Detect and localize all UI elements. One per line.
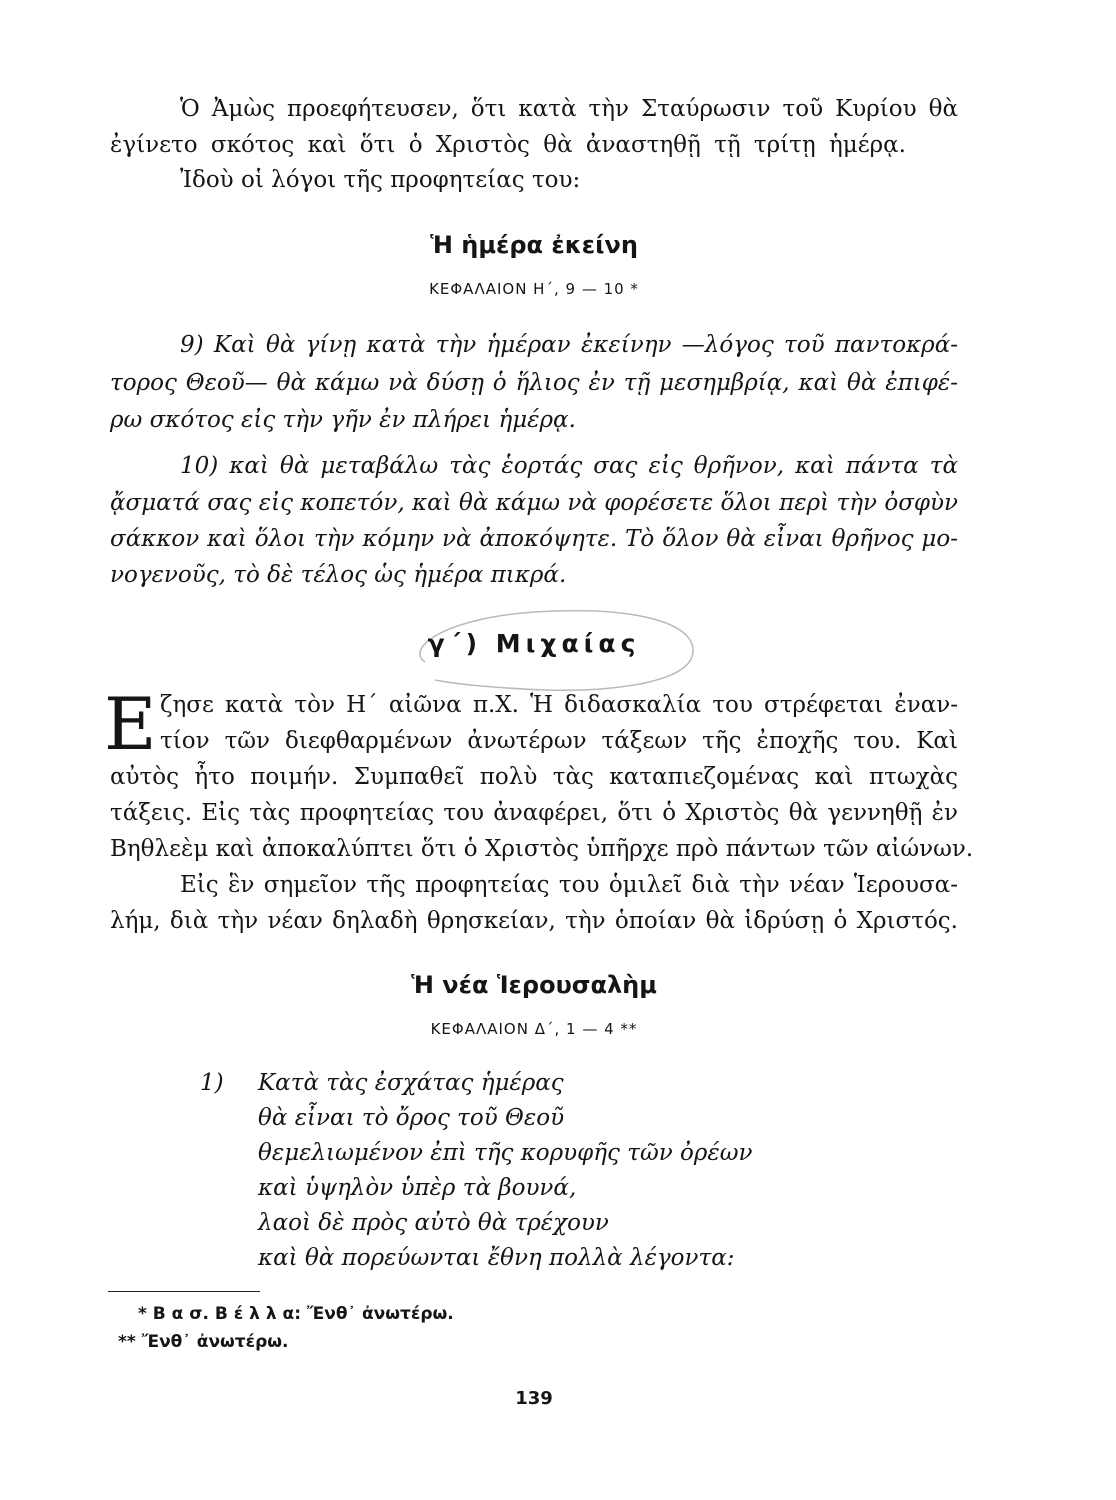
poem-line: θὰ εἶναι τὸ ὄρος τοῦ Θεοῦ <box>258 1105 565 1131</box>
body-line: αὐτὸς ἦτο ποιμήν. Συμπαθεῖ πολὺ τὰς καταπιεζομένας καὶ πτωχὰς <box>110 764 958 790</box>
verse-line: νογενοῦς, τὸ δὲ τέλος ὡς ἡμέρα πικρά. <box>110 562 567 588</box>
body-line: Βηθλεὲμ καὶ ἀποκαλύπτει ὅτι ὁ Χριστὸς ὑπῆρχε πρὸ πάντων τῶν αἰώνων. <box>110 836 974 862</box>
footnote-rule <box>108 1291 260 1292</box>
verse-line: 10) καὶ θὰ μεταβάλω τὰς ἑορτάς σας εἰς θρῆνον, καὶ πάντα τὰ <box>180 453 958 479</box>
drop-cap: Ε <box>104 682 157 766</box>
verse-line: ᾄσματά σας εἰς κοπετόν, καὶ θὰ κάμω νὰ φορέσετε ὅλοι περὶ τὴν ὀσφὺν <box>110 490 958 516</box>
chapter-reference: ΚΕΦΑΛΑΙΟΝ Η΄, 9 — 10 * <box>429 280 639 298</box>
footnote: ** Ἔνθ᾽ ἀνωτέρω. <box>118 1332 289 1352</box>
verse-line: 9) Καὶ θὰ γίνῃ κατὰ τὴν ἡμέραν ἐκείνην —λόγος τοῦ παντοκρά- <box>180 332 958 358</box>
verse-line: ρω σκότος εἰς τὴν γῆν ἐν πλήρει ἡμέρᾳ. <box>110 407 576 433</box>
intro-line: ἐγίνετο σκότος καὶ ὅτι ὁ Χριστὸς θὰ ἀναστηθῇ τῇ τρίτῃ ἡμέρᾳ. <box>110 132 906 158</box>
poem-line: Κατὰ τὰς ἐσχάτας ἡμέρας <box>258 1070 564 1096</box>
body-line: ζησε κατὰ τὸν Η΄ αἰῶνα π.Χ. Ἡ διδασκαλία του στρέφεται ἐναν- <box>160 692 958 718</box>
poem-line: λαοὶ δὲ πρὸς αὐτὸ θὰ τρέχουν <box>258 1210 609 1236</box>
intro-line: Ἰδοὺ οἱ λόγοι τῆς προφητείας του: <box>180 167 581 193</box>
verse-line: τορος Θεοῦ— θὰ κάμω νὰ δύσῃ ὁ ἥλιος ἐν τῇ μεσημβρίᾳ, καὶ θὰ ἐπιφέ- <box>110 370 958 396</box>
body-line: λήμ, διὰ τὴν νέαν δηλαδὴ θρησκείαν, τὴν ὁποίαν θὰ ἱδρύσῃ ὁ Χριστός. <box>110 908 958 934</box>
section-heading: γ΄) Μιχαίας <box>427 629 641 658</box>
body-line: Εἰς ἓν σημεῖον τῆς προφητείας του ὁμιλεῖ διὰ τὴν νέαν Ἱερουσα- <box>180 872 958 898</box>
verse-line: σάκκον καὶ ὅλοι τὴν κόμην νὰ ἀποκόψητε. Τὸ ὅλον θὰ εἶναι θρῆνος μο- <box>110 526 958 552</box>
body-line: τάξεις. Εἰς τὰς προφητείας του ἀναφέρει, ὅτι ὁ Χριστὸς θὰ γεννηθῇ ἐν <box>110 800 958 826</box>
chapter-reference: ΚΕΦΑΛΑΙΟΝ Δ΄, 1 — 4 ** <box>430 1020 638 1038</box>
footnote: * Β α σ. Β έ λ λ α: Ἔνθ᾽ ἀνωτέρω. <box>138 1304 454 1324</box>
body-line: τίον τῶν διεφθαρμένων ἀνωτέρων τάξεων τῆς ἐποχῆς του. Καὶ <box>160 728 958 754</box>
verse-number: 1) <box>200 1070 224 1096</box>
poem-line: καὶ θὰ πορεύωνται ἔθνη πολλὰ λέγοντα: <box>258 1245 735 1271</box>
intro-line: Ὁ Ἀμὼς προεφήτευσεν, ὅτι κατὰ τὴν Σταύρωσιν τοῦ Κυρίου θὰ <box>180 96 958 122</box>
poem-line: θεμελιωμένον ἐπὶ τῆς κορυφῆς τῶν ὀρέων <box>258 1140 753 1166</box>
page-number: 139 <box>515 1388 553 1409</box>
passage-title: Ἡ νέα Ἱερουσαλὴμ <box>411 971 657 999</box>
poem-line: καὶ ὑψηλὸν ὑπὲρ τὰ βουνά, <box>258 1175 577 1201</box>
passage-title: Ἡ ἡμέρα ἐκείνη <box>430 231 638 259</box>
